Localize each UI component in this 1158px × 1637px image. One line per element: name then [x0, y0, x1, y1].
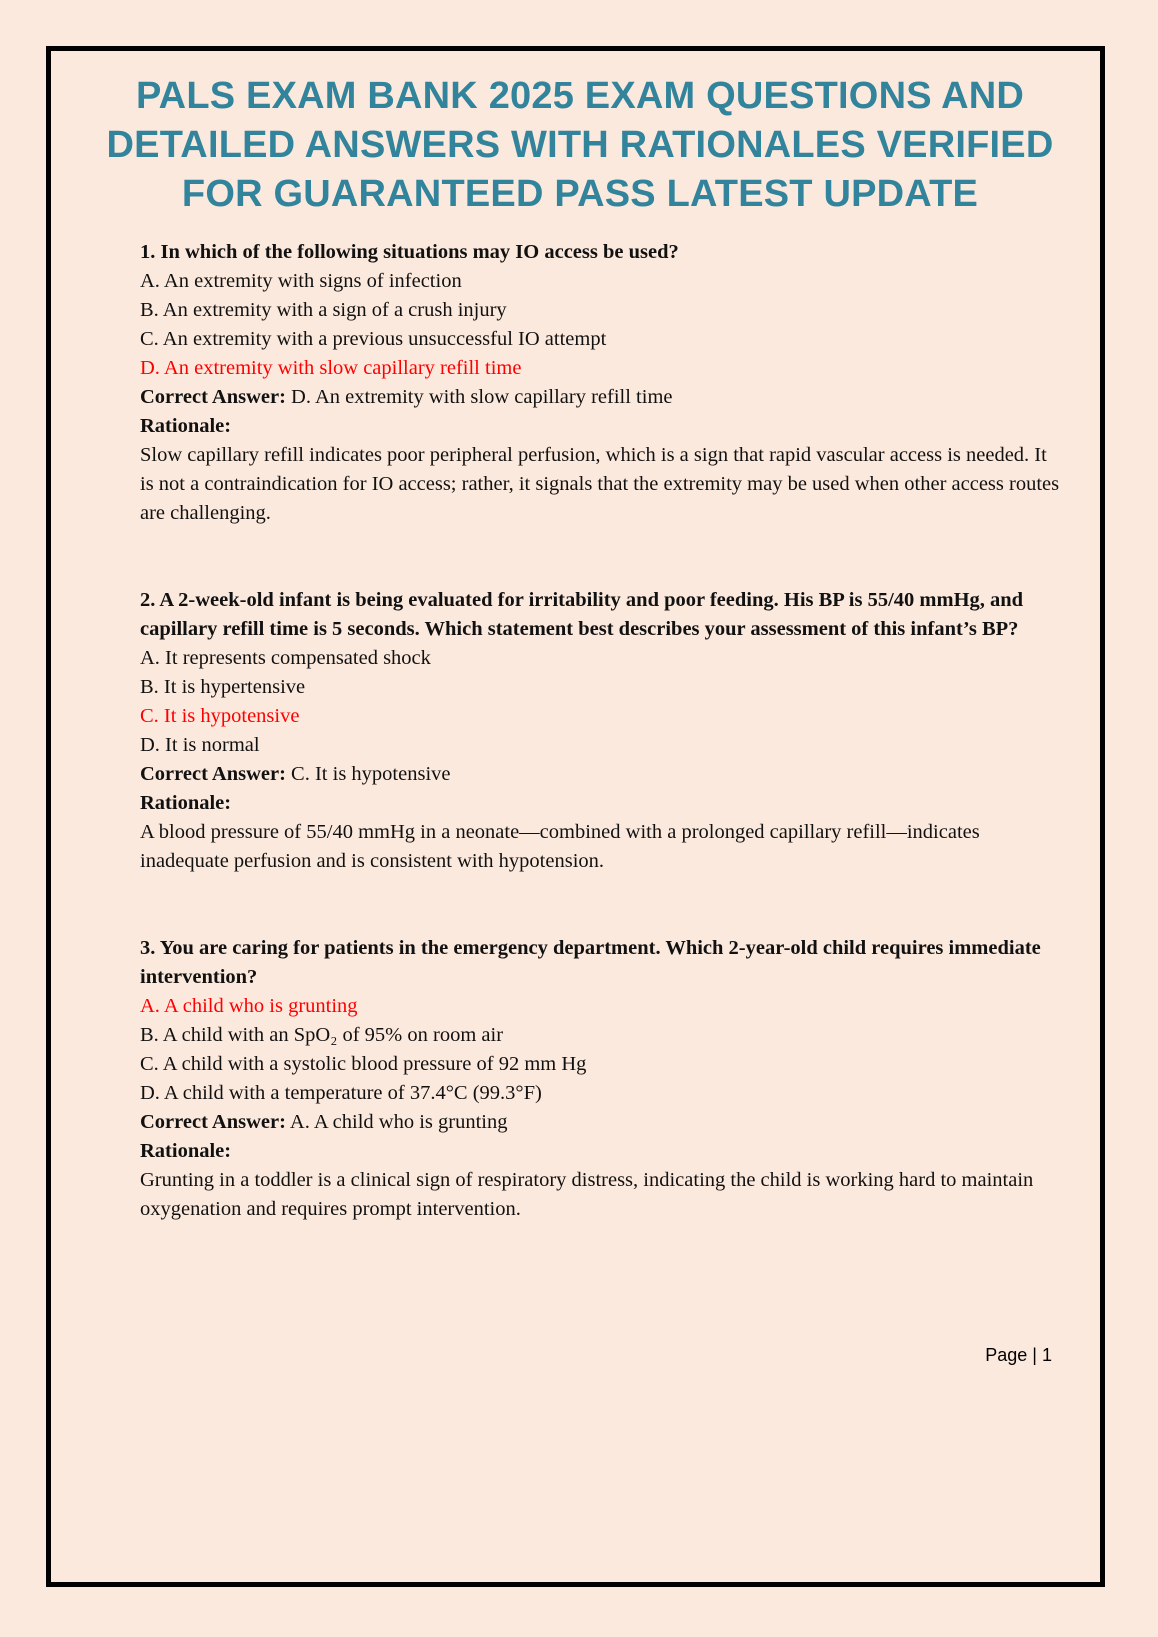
correct-answer-value: A. A child who is grunting [289, 1111, 508, 1133]
option-a-correct: A. A child who is grunting [140, 995, 358, 1017]
question-3 [140, 934, 1060, 1224]
rationale-label: Rationale: [140, 1140, 232, 1162]
option-c: C. A child with a systolic blood pressure of 92 mm Hg [140, 1053, 587, 1075]
option-d: D. A child with a temperature of 37.4°C (99.3°F) [140, 1082, 542, 1104]
option-a: A. It represents compensated shock [140, 647, 431, 669]
option-b: B. It is hypertensive [140, 676, 306, 698]
option-d: D. It is normal [140, 734, 260, 756]
document-title: PALS EXAM BANK 2025 EXAM QUESTIONS AND DETAILED ANSWERS WITH RATIONALES VERIFIED FOR GUARANTEED PASS LATEST UPDATE [106, 75, 1054, 215]
page-number: Page | 1 [985, 1345, 1052, 1365]
correct-answer [140, 1108, 1060, 1137]
option-d-correct: D. An extremity with slow capillary refill time [140, 357, 522, 379]
correct-answer [140, 383, 1060, 412]
correct-answer-label: Correct Answer: [140, 386, 286, 408]
question-list [140, 238, 1060, 1282]
question-2 [140, 586, 1060, 876]
option-a: A. An extremity with signs of infection [140, 270, 462, 292]
correct-answer [140, 760, 1060, 789]
option-b: B. An extremity with a sign of a crush injury [140, 299, 507, 321]
question-1 [140, 238, 1060, 528]
option-c-correct: C. It is hypotensive [140, 705, 300, 727]
correct-answer-value: C. It is hypotensive [291, 763, 451, 785]
rationale-text: Grunting in a toddler is a clinical sign of respiratory distress, indicating the child is working hard to maintain oxygenation and requires prompt intervention. [140, 1169, 1034, 1220]
correct-answer-label: Correct Answer: [140, 763, 286, 785]
rationale-text: Slow capillary refill indicates poor peripheral perfusion, which is a sign that rapid vascular access is needed. It is not a contraindication for IO access; rather, it signals that the extremity may be used when other access routes are challenging. [140, 444, 1060, 524]
question-text: 3. You are caring for patients in the emergency department. Which 2-year-old child requires immediate intervention? [140, 937, 1041, 988]
question-text: 1. In which of the following situations may IO access be used? [140, 241, 679, 263]
correct-answer-value: D. An extremity with slow capillary refill time [291, 386, 673, 408]
rationale-label: Rationale: [140, 415, 232, 437]
rationale-label: Rationale: [140, 792, 232, 814]
correct-answer-label: Correct Answer: [140, 1111, 286, 1133]
option-b: B. A child with an SpO₂ of 95% on room air [140, 1024, 504, 1046]
rationale-text: A blood pressure of 55/40 mmHg in a neonate—combined with a prolonged capillary refill—indicates inadequate perfusion and is consistent with hypotension. [140, 821, 980, 872]
question-text: 2. A 2-week-old infant is being evaluated for irritability and poor feeding. His BP is 55/40 mmHg, and capillary refill time is 5 seconds. Which statement best describes your assessment of this infant’s BP? [140, 589, 1024, 640]
option-c: C. An extremity with a previous unsuccessful IO attempt [140, 328, 607, 350]
